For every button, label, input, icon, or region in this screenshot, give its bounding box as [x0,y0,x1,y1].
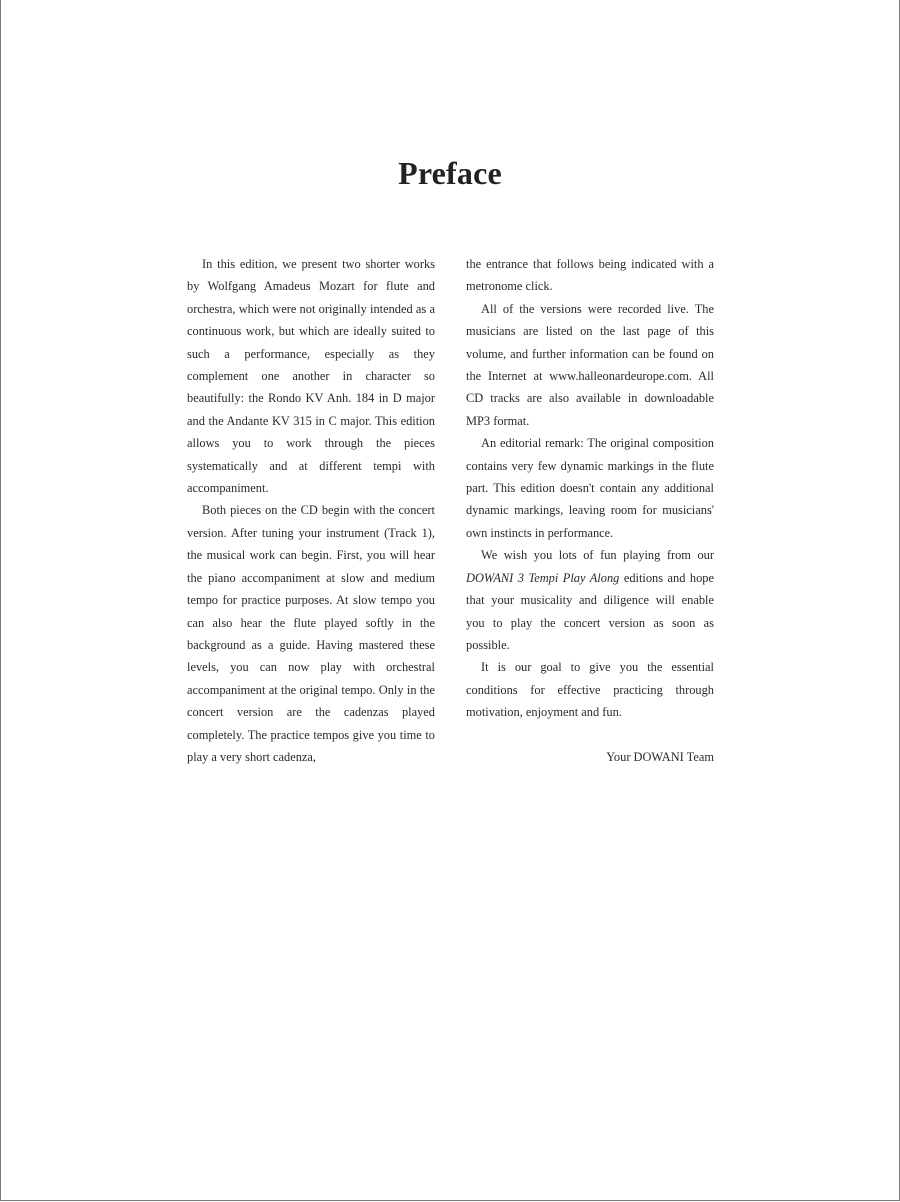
wishes-text-start: We wish you lots of fun playing from our [481,548,714,563]
series-name: DOWANI 3 Tempi Play Along [466,570,620,585]
wishes-text-end: editions and hope that your musicality and diligence will enable you to play the concert version as soon as possible. [466,570,714,652]
paragraph-recording: All of the versions were recorded live. The musicians are listed on the last page of this volume, and further information can be found on the Internet at www.halleonardeurope.com. All CD tracks are also available in downloadable MP3 format. [466,301,714,428]
left-column [187,253,435,768]
paragraph-wishes [466,544,714,656]
paragraph-cd-structure: Both pieces on the CD begin with the concert version. After tuning your instrument (Track 1), the musical work can begin. First, you will hear the piano accompaniment at slow and medium tempo for practice purposes. At slow tempo you can also hear the flute played softly in the background as a guide. Having mastered these levels, you can now play with orchestral accompaniment at the original tempo. Only in the concert version are the cadenzas played completely. The practice tempos give you time to play a very short cadenza, [187,503,435,764]
signature: Your DOWANI Team [606,749,714,764]
paragraph-goal: It is our goal to give you the essential conditions for effective practicing through motivation, enjoyment and fun. [466,660,714,720]
right-column [466,253,714,768]
paragraph-cd-structure-continued: the entrance that follows being indicated with a metronome click. [466,257,714,294]
paragraph-intro: In this edition, we present two shorter works by Wolfgang Amadeus Mozart for flute and orchestra, which were not originally intended as a continuous work, but which are ideally suited to such a performance, especially as they complement one another in character so beautifully: the Rondo KV Anh. 184 in D major and the Andante KV 315 in C major. This edition allows you to work through the pieces systematically and at different tempi with accompaniment. [187,257,435,496]
paragraph-editorial-remark: An editorial remark: The original composition contains very few dynamic markings in the flute part. This edition doesn't contain any additional dynamic markings, leaving room for musicians' own instincts in performance. [466,436,714,540]
page-title: Preface [398,155,502,191]
